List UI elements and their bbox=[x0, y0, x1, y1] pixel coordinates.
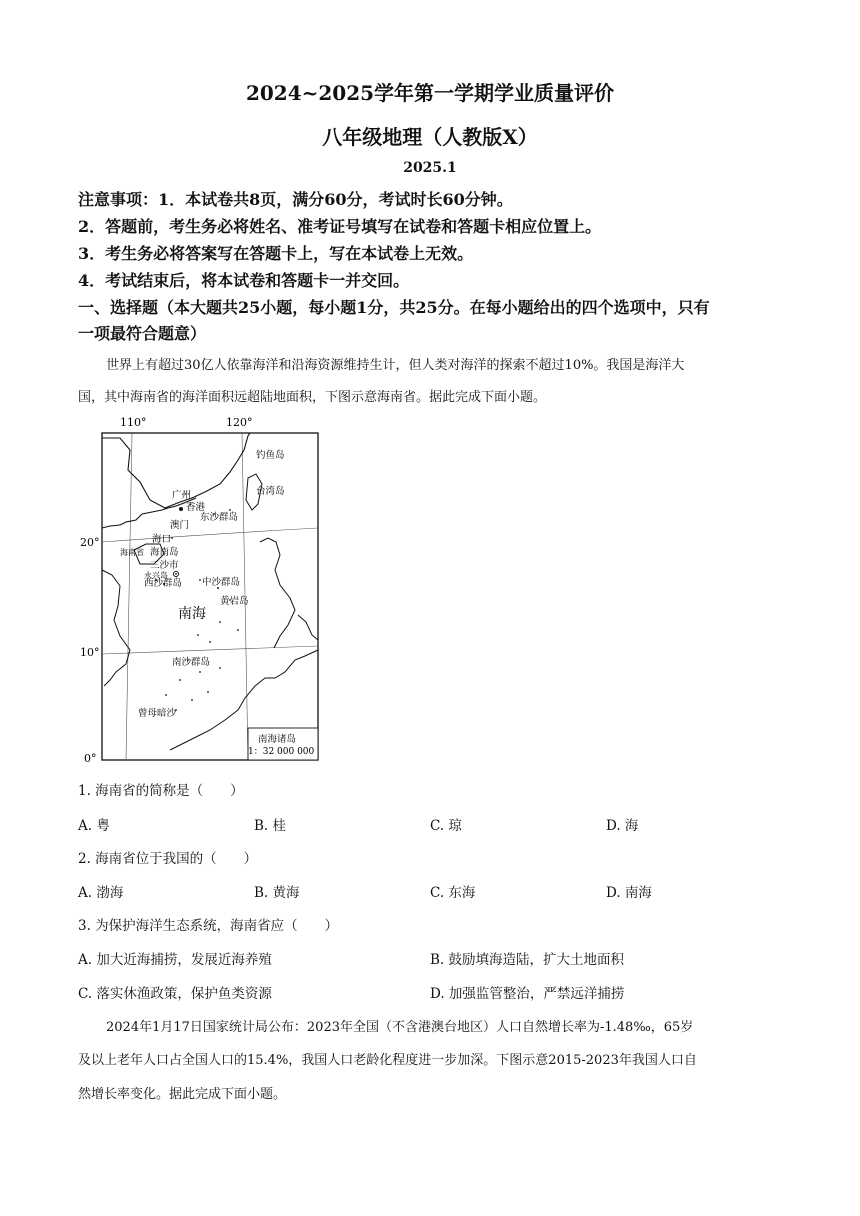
q3-option-b[interactable]: B. 鼓励填海造陆，扩大土地面积 bbox=[430, 952, 625, 968]
label-huangyan: 黄岩岛 bbox=[220, 596, 249, 607]
parallel-10 bbox=[102, 646, 318, 654]
passage1-line1: 世界上有超过30亿人依靠海洋和沿海资源维持生计，但人类对海洋的探索不超过10%。我国是海洋大 bbox=[106, 358, 685, 373]
hongkong-marker bbox=[179, 507, 183, 511]
passage2-line3: 然增长率变化。据此完成下面小题。 bbox=[78, 1087, 287, 1102]
inset-title: 南海诸岛 bbox=[258, 734, 297, 745]
q1-option-b[interactable]: B. 桂 bbox=[254, 818, 287, 834]
label-zhongsha: 中沙群岛 bbox=[202, 577, 241, 588]
meridian-110 bbox=[126, 433, 132, 760]
q1-option-a[interactable]: A. 粤 bbox=[78, 818, 110, 834]
label-taiwan: 台湾岛 bbox=[256, 486, 285, 497]
q1-option-d[interactable]: D. 海 bbox=[606, 818, 639, 834]
label-zengmu: 曾母暗沙 bbox=[138, 708, 177, 719]
note-2: 2．答题前，考生务必将姓名、准考证号填写在试卷和答题卡相应位置上。 bbox=[78, 217, 602, 236]
question-2-stem: 2. 海南省位于我国的（ ） bbox=[78, 851, 258, 867]
label-yongxing: 永兴岛 bbox=[144, 571, 168, 580]
label-nanhai: 南海 bbox=[178, 606, 206, 622]
parallel-20 bbox=[102, 528, 318, 542]
q1-option-c[interactable]: C. 琼 bbox=[430, 818, 462, 834]
q2-option-c[interactable]: C. 东海 bbox=[430, 885, 476, 901]
lat-0-label: 0° bbox=[84, 752, 97, 765]
label-hainan-island: 海南岛 bbox=[150, 547, 179, 558]
note-4: 4．考试结束后，将本试卷和答题卡一并交回。 bbox=[78, 271, 410, 290]
label-diaoyu: 钓鱼岛 bbox=[256, 450, 285, 461]
section-heading-line2: 一项最符合题意） bbox=[78, 324, 207, 343]
label-aomen: 澳门 bbox=[170, 520, 190, 531]
inset-scale: 1：32 000 000 bbox=[248, 747, 315, 757]
passage2-line1: 2024年1月17日国家统计局公布：2023年全国（不含港澳台地区）人口自然增长率为-1.48‰，65岁 bbox=[106, 1020, 694, 1035]
passage2-line2: 及以上老年人口占全国人口的15.4%，我国人口老龄化程度进一步加深。下图示意2015-2023年我国人口自 bbox=[78, 1053, 697, 1068]
q3-option-d[interactable]: D. 加强监管整治，严禁远洋捕捞 bbox=[430, 986, 625, 1002]
q3-option-c[interactable]: C. 落实休渔政策，保护鱼类资源 bbox=[78, 986, 272, 1002]
label-xianggang: 香港 bbox=[186, 502, 206, 513]
lon-110-label: 110° bbox=[120, 416, 147, 429]
exam-date: 2025.1 bbox=[403, 160, 457, 176]
map-frame bbox=[102, 433, 318, 760]
label-guangzhou: 广州 bbox=[172, 490, 192, 501]
philippines-coast bbox=[260, 538, 295, 648]
lon-120-label: 120° bbox=[226, 416, 253, 429]
hainan-map bbox=[80, 410, 330, 770]
label-hainan-province: 海南省 bbox=[120, 548, 144, 557]
label-dongsha: 东沙群岛 bbox=[200, 512, 239, 523]
lat-20-label: 20° bbox=[80, 536, 100, 549]
indochina-coast bbox=[102, 570, 130, 686]
label-haikou: 海口 bbox=[152, 534, 172, 545]
note-1: 注意事项：1．本试卷共8页，满分60分，考试时长60分钟。 bbox=[78, 190, 513, 209]
lat-10-label: 10° bbox=[80, 646, 100, 659]
label-xisha: 西沙群岛 bbox=[144, 578, 183, 589]
q2-option-d[interactable]: D. 南海 bbox=[606, 885, 652, 901]
section-heading-line1: 一、选择题（本大题共25小题，每小题1分，共25分。在每小题给出的四个选项中，只有 bbox=[78, 298, 710, 317]
question-3-stem: 3. 为保护海洋生态系统，海南省应（ ） bbox=[78, 918, 339, 934]
q2-option-a[interactable]: A. 渤海 bbox=[78, 885, 124, 901]
exam-title: 2024~2025学年第一学期学业质量评价 bbox=[245, 81, 615, 105]
passage1-line2: 国，其中海南省的海洋面积远超陆地面积，下图示意海南省。据此完成下面小题。 bbox=[78, 390, 547, 405]
q3-option-a[interactable]: A. 加大近海捕捞，发展近海养殖 bbox=[78, 952, 272, 968]
label-nansha: 南沙群岛 bbox=[172, 657, 211, 668]
exam-subtitle: 八年级地理（人教版X） bbox=[322, 125, 538, 149]
note-3: 3．考生务必将答案写在答题卡上，写在本试卷上无效。 bbox=[78, 244, 474, 263]
q2-option-b[interactable]: B. 黄海 bbox=[254, 885, 300, 901]
label-sansha: 三沙市 bbox=[150, 560, 179, 571]
question-1-stem: 1. 海南省的简称是（ ） bbox=[78, 783, 244, 799]
